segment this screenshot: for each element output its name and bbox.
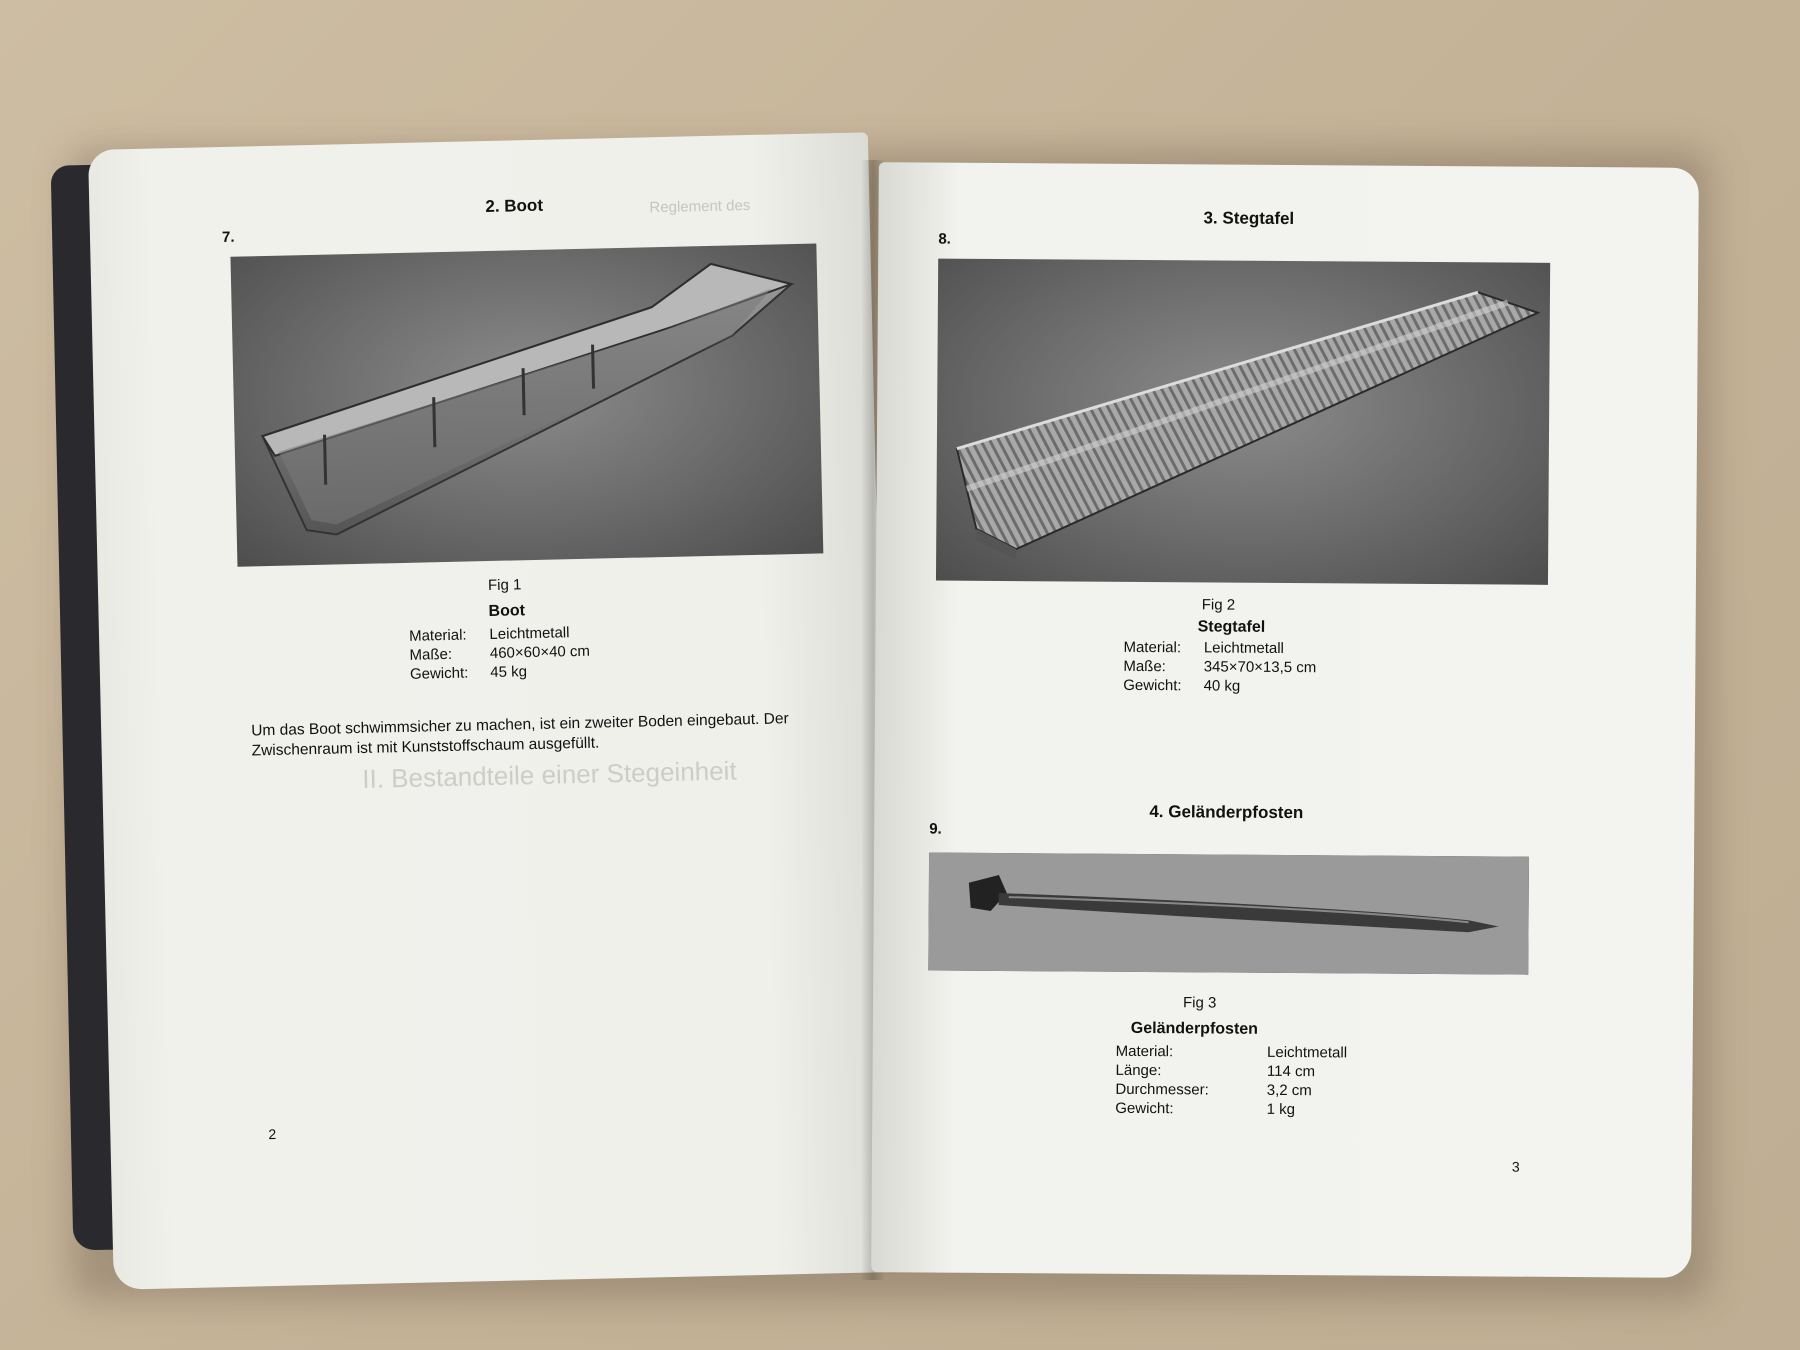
gelaenderpfosten-photo <box>928 853 1529 975</box>
spec-table-stegtafel <box>1123 638 1316 696</box>
spec-title-stegtafel: Stegtafel <box>1197 618 1266 636</box>
spec-label: Gewicht: <box>1115 1099 1174 1118</box>
spec-value: 345×70×13,5 cm <box>1203 658 1317 677</box>
walkway-panel-illustration <box>936 259 1550 585</box>
spec-value: 460×60×40 cm <box>489 642 591 663</box>
figure-caption-2: Fig 2 <box>1201 596 1236 614</box>
body-line-2: Zwischenraum ist mit Kunststoffschaum ausgefüllt. <box>251 734 600 760</box>
spec-label: Gewicht: <box>409 664 469 683</box>
spec-table-gelaenderpfosten <box>1115 1042 1347 1120</box>
left-page <box>88 132 894 1289</box>
paragraph-number-8: 8. <box>938 230 951 248</box>
section-title-gelaenderpfosten: 4. Geländerpfosten <box>1149 802 1304 823</box>
spec-label: Länge: <box>1115 1061 1162 1080</box>
spec-value: 45 kg <box>490 663 528 682</box>
section-title-boot: 2. Boot <box>485 195 544 216</box>
spec-label: Gewicht: <box>1123 676 1182 695</box>
boat-photo <box>230 244 823 567</box>
spec-label: Material: <box>1123 638 1182 657</box>
paragraph-number-7: 7. <box>221 228 235 246</box>
right-page <box>871 162 1699 1278</box>
spec-value: Leichtmetall <box>1266 1043 1348 1062</box>
spec-value: 40 kg <box>1203 677 1241 695</box>
section-title-stegtafel: 3. Stegtafel <box>1203 208 1295 229</box>
spec-title-gelaenderpfosten: Geländerpfosten <box>1130 1019 1259 1038</box>
spec-label: Maße: <box>1123 657 1166 676</box>
railing-post-illustration <box>928 853 1529 975</box>
paragraph-number-9: 9. <box>929 820 942 838</box>
spec-label: Material: <box>1115 1042 1174 1061</box>
spec-value: 3,2 cm <box>1266 1081 1312 1100</box>
show-through-heading: II. Bestandteile einer Stegeinheit <box>361 755 737 794</box>
stegtafel-photo <box>936 259 1550 585</box>
spec-value: 114 cm <box>1266 1062 1316 1081</box>
body-paragraph <box>251 708 852 762</box>
page-number-right: 3 <box>1511 1158 1520 1175</box>
spec-table-boot <box>409 623 591 684</box>
figure-caption-1: Fig 1 <box>487 576 522 595</box>
spec-title-boot: Boot <box>488 602 526 621</box>
boat-illustration <box>230 244 823 567</box>
spec-label: Material: <box>408 626 467 645</box>
spec-label: Maße: <box>409 645 453 664</box>
show-through-text: Reglement des <box>649 196 751 217</box>
spec-value: 1 kg <box>1266 1100 1296 1119</box>
spec-value: Leichtmetall <box>489 624 570 644</box>
figure-caption-3: Fig 3 <box>1182 994 1217 1012</box>
spec-value: Leichtmetall <box>1203 639 1284 657</box>
page-number-left: 2 <box>268 1125 277 1143</box>
body-line-1: Um das Boot schwimmsicher zu machen, ist ein zweiter Boden eingebaut. Der <box>251 710 789 740</box>
spec-label: Durchmesser: <box>1115 1080 1209 1099</box>
